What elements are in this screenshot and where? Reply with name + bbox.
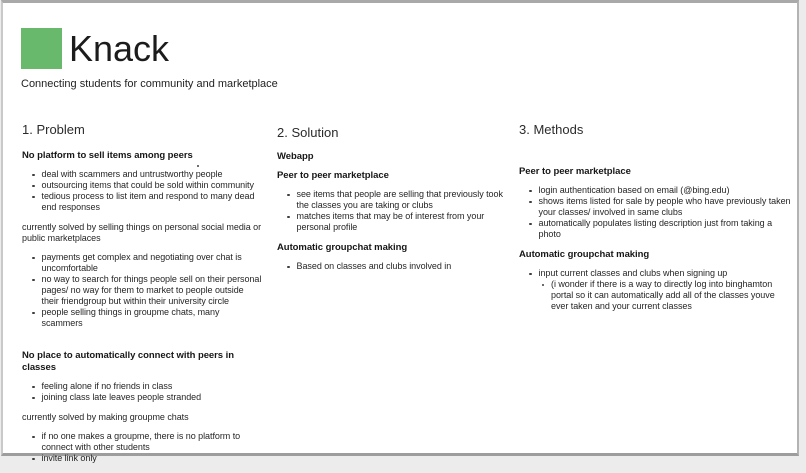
bullet-text: tedious process to list item and respond to many dead end responses bbox=[41, 191, 255, 212]
bullet-text: input current classes and clubs when signing up bbox=[538, 268, 728, 278]
bullet-dot bbox=[32, 312, 35, 315]
bullet-item bbox=[22, 431, 262, 453]
bullet-item bbox=[519, 218, 791, 240]
bullet-item bbox=[277, 211, 503, 233]
bullet-list bbox=[22, 431, 262, 464]
column-header: 2. Solution bbox=[277, 125, 339, 140]
column-header: 3. Methods bbox=[519, 122, 584, 137]
bullet-text: deal with scammers and untrustworthy people bbox=[41, 169, 223, 179]
sub-bullet-item bbox=[532, 279, 791, 312]
paragraph: currently solved by making groupme chats bbox=[22, 412, 189, 422]
bullet-dot bbox=[529, 273, 532, 276]
column-problem bbox=[22, 122, 262, 473]
bullet-text: Based on classes and clubs involved in bbox=[296, 261, 452, 271]
bullet-item bbox=[519, 196, 791, 218]
bullet-dot bbox=[32, 279, 35, 282]
bullet-dot bbox=[32, 196, 35, 199]
bullet-list bbox=[519, 268, 791, 312]
bullet-list bbox=[277, 189, 503, 233]
bullet-item bbox=[22, 381, 262, 392]
column-header: 1. Problem bbox=[22, 122, 85, 137]
bullet-text: people selling things in groupme chats, many scammers bbox=[41, 307, 220, 328]
paragraph: currently solved by selling things on personal social media or public marketplaces bbox=[22, 222, 262, 243]
bullet-text: outsourcing items that could be sold within community bbox=[41, 180, 254, 190]
bullet-item bbox=[519, 185, 791, 196]
section-heading: Peer to peer marketplace bbox=[277, 170, 389, 181]
bullet-dot bbox=[529, 190, 532, 193]
bullet-dot bbox=[32, 174, 35, 177]
bullet-text: if no one makes a groupme, there is no platform to connect with other students bbox=[41, 431, 241, 452]
bullet-dot bbox=[32, 185, 35, 188]
slide-subtitle: Connecting students for community and marketplace bbox=[21, 78, 278, 90]
bullet-item bbox=[22, 252, 262, 274]
bullet-dot bbox=[32, 458, 35, 461]
bullet-dot bbox=[287, 194, 290, 197]
bullet-text: automatically populates listing description just from taking a photo bbox=[538, 218, 773, 239]
column-content bbox=[519, 166, 791, 312]
section-heading: Webapp bbox=[277, 151, 314, 162]
bullet-text: shows items listed for sale by people who have previously taken your classes/ involved in same clubs bbox=[538, 196, 791, 217]
bullet-text: login authentication based on email (@bing.edu) bbox=[538, 185, 730, 195]
bullet-dot bbox=[32, 436, 35, 439]
bullet-text: see items that people are selling that previously took the classes you are taking or clubs bbox=[296, 189, 503, 210]
bullet-item bbox=[22, 392, 262, 403]
bullet-list bbox=[22, 252, 262, 329]
bullet-dot bbox=[32, 386, 35, 389]
bullet-item bbox=[22, 180, 262, 191]
column-solution bbox=[277, 125, 503, 281]
knack-logo-square bbox=[21, 28, 62, 69]
bullet-item bbox=[519, 268, 791, 279]
bullet-item bbox=[22, 453, 262, 464]
bullet-item bbox=[22, 307, 262, 329]
section-heading: Automatic groupchat making bbox=[519, 249, 650, 260]
bullet-dot bbox=[287, 266, 290, 269]
column-methods bbox=[519, 122, 791, 321]
bullet-item bbox=[22, 191, 262, 213]
bullet-list bbox=[277, 261, 503, 272]
bullet-text: joining class late leaves people stranded bbox=[41, 392, 202, 402]
section-heading: Peer to peer marketplace bbox=[519, 166, 631, 177]
bullet-list bbox=[22, 169, 262, 213]
bullet-list bbox=[519, 185, 791, 240]
section-heading: No place to automatically connect with peers in classes bbox=[22, 350, 234, 373]
bullet-item bbox=[22, 169, 262, 180]
bullet-list bbox=[22, 381, 262, 403]
slide-canvas bbox=[1, 0, 799, 463]
bullet-text: no way to search for things people sell on their personal pages/ no way for them to market to people outside their friendgroup but within their university circle bbox=[41, 274, 262, 306]
bullet-dot bbox=[542, 284, 544, 286]
column-content bbox=[22, 150, 262, 464]
sub-bullet-text: (i wonder if there is a way to directly log into binghamton portal so it can automatically add all of the classes youve ever taken and your current classes bbox=[551, 279, 775, 311]
bullet-dot bbox=[32, 397, 35, 400]
bullet-text: invite link only bbox=[41, 453, 97, 463]
bullet-item bbox=[277, 261, 503, 272]
section-heading: Automatic groupchat making bbox=[277, 242, 408, 253]
bullet-text: payments get complex and negotiating over chat is uncomfortable bbox=[41, 252, 242, 273]
bullet-text: matches items that may be of interest from your personal profile bbox=[296, 211, 485, 232]
bullet-dot bbox=[529, 201, 532, 204]
bullet-dot bbox=[32, 257, 35, 260]
bullet-text: feeling alone if no friends in class bbox=[41, 381, 173, 391]
bullet-item bbox=[22, 274, 262, 307]
slide-title: Knack bbox=[69, 28, 170, 69]
bullet-dot bbox=[529, 223, 532, 226]
stray-mark bbox=[197, 165, 199, 167]
section-heading: No platform to sell items among peers bbox=[22, 150, 193, 161]
column-content bbox=[277, 151, 503, 272]
bullet-item bbox=[277, 189, 503, 211]
bullet-dot bbox=[287, 216, 290, 219]
